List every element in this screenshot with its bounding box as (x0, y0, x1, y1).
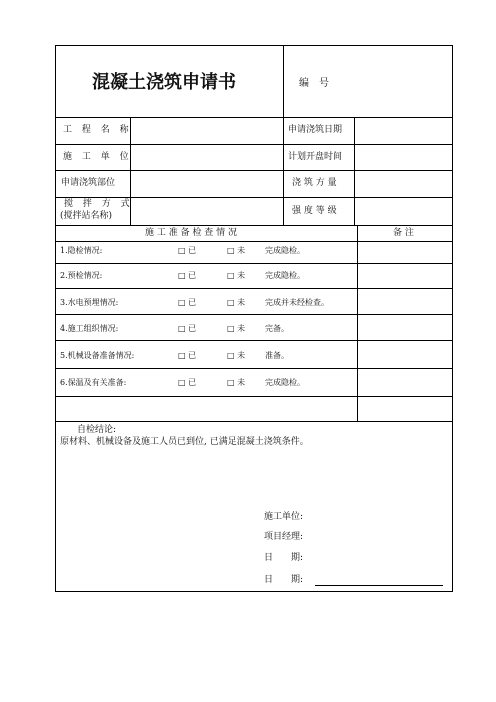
check-item-label: 2.预检情况: (60, 271, 103, 280)
number-label: 编 号 (299, 78, 329, 89)
date-label: 日 期: (264, 575, 304, 585)
check-section-header: 施 工 准 备 检 查 情 况 (145, 228, 238, 238)
row-divider (55, 197, 453, 198)
row-divider (55, 117, 453, 118)
construction-unit-sign-label: 施工单位: (264, 512, 304, 522)
pour-volume-label: 浇 筑 方 量 (292, 178, 337, 188)
col-divider (283, 45, 284, 225)
row-divider (55, 396, 453, 397)
date-signature-line[interactable] (315, 585, 443, 586)
checkbox-done[interactable]: □ 已 (178, 351, 197, 360)
check-item-label: 6.保温及有关准备: (60, 378, 127, 387)
row-divider (55, 225, 453, 226)
checkbox-not[interactable]: □ 未 (227, 271, 246, 280)
checkbox-not[interactable]: □ 未 (227, 378, 246, 387)
row-divider (55, 263, 453, 264)
row-divider (55, 421, 453, 422)
checkbox-done[interactable]: □ 已 (178, 246, 197, 255)
check-item-result: 完成并未经检查。 (265, 298, 329, 307)
date-label: 日 期: (264, 553, 304, 563)
row-divider (55, 368, 453, 369)
pour-location-label: 申请浇筑部位 (61, 178, 116, 188)
checkbox-done[interactable]: □ 已 (178, 271, 197, 280)
project-manager-label: 项目经理: (264, 532, 304, 542)
col-divider (357, 225, 358, 421)
pour-date-label: 申请浇筑日期 (288, 125, 343, 135)
planned-start-label: 计划开盘时间 (288, 152, 343, 162)
checkbox-done[interactable]: □ 已 (178, 378, 197, 387)
check-item-label: 5.机械设备准备情况: (60, 351, 135, 360)
check-item-result: 完成隐检。 (265, 246, 305, 255)
checkbox-done[interactable]: □ 已 (178, 324, 197, 333)
check-item-result: 完备。 (265, 324, 289, 333)
checkbox-not[interactable]: □ 未 (227, 298, 246, 307)
remark-header: 备 注 (393, 228, 414, 238)
check-item-label: 3.水电预埋情况: (60, 298, 119, 307)
row-divider (55, 288, 453, 289)
check-item-result: 准备。 (265, 351, 289, 360)
row-divider (55, 144, 453, 145)
check-item-result: 完成隐检。 (265, 271, 305, 280)
checkbox-not[interactable]: □ 未 (227, 246, 246, 255)
check-item-label: 4.施工组织情况: (60, 324, 119, 333)
strength-grade-label: 强 度 等 级 (292, 206, 337, 216)
form-title: 混凝土浇筑申请书 (92, 72, 236, 93)
construction-unit-label: 施 工 单 位 (63, 152, 133, 162)
row-divider (55, 314, 453, 315)
row-divider (55, 170, 453, 171)
checkbox-not[interactable]: □ 未 (227, 351, 246, 360)
checkbox-not[interactable]: □ 未 (227, 324, 246, 333)
row-divider (55, 340, 453, 341)
project-name-label: 工 程 名 称 (63, 125, 133, 135)
row-divider (55, 241, 453, 242)
check-item-result: 完成隐检。 (265, 378, 305, 387)
check-item-label: 1.隐检情况: (60, 246, 103, 255)
col-divider (354, 117, 355, 225)
mixing-method-label: 搅 拌 方 式 (64, 199, 134, 209)
conclusion-heading: 自检结论: (77, 425, 117, 435)
mixing-station-label: (搅拌站名称) (60, 211, 113, 221)
conclusion-text: 原材料、机械设备及施工人员已到位, 已满足混凝土浇筑条件。 (60, 437, 309, 447)
checkbox-done[interactable]: □ 已 (178, 298, 197, 307)
